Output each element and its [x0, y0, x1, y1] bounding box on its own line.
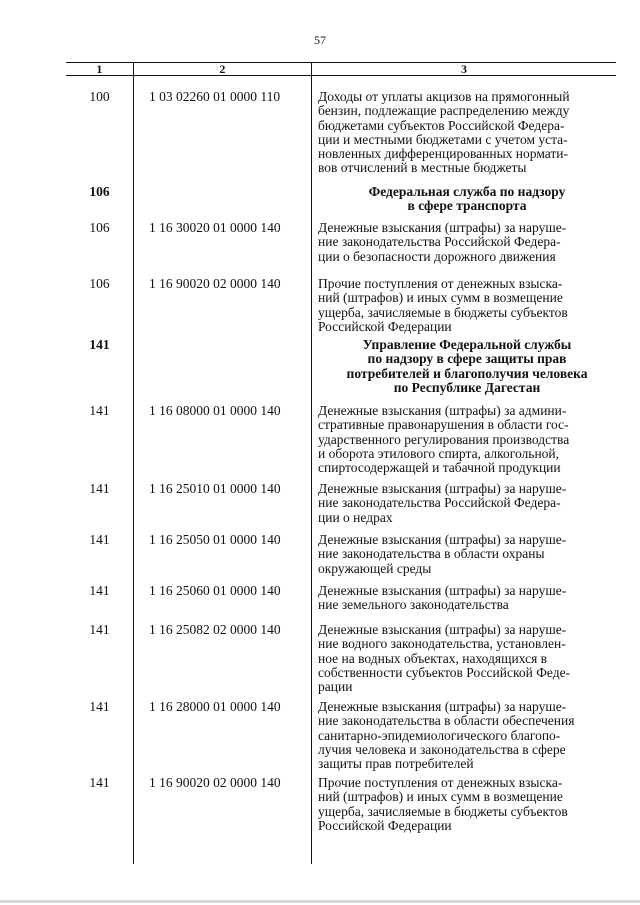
table-row	[66, 402, 616, 475]
description-line: Федеральная служба по надзору	[368, 184, 566, 199]
cell-description	[311, 275, 616, 334]
description-line: Прочие поступления от денежных взыска-	[318, 775, 563, 790]
cell-description	[311, 402, 616, 475]
description-line: рации	[318, 679, 353, 695]
cell-description	[311, 774, 616, 833]
cell-description	[311, 336, 616, 395]
description-line: спиртосодержащей и табачной продукции	[318, 460, 561, 476]
cell-description	[311, 621, 616, 694]
table-row	[66, 582, 616, 613]
description-line: защиты прав потребителей	[318, 756, 474, 772]
table-header-row	[66, 62, 616, 76]
page-number: 57	[314, 33, 326, 47]
description-line: ции и местными бюджетами с учетом уста-	[318, 131, 568, 147]
cell-admin-code: 141	[89, 481, 110, 496]
description-line: Управление Федеральной службы	[362, 337, 572, 352]
description-line: Денежные взыскания (штрафы) за наруше-	[318, 481, 567, 496]
description-line: и оборота этилового спирта, алкогольной,	[318, 445, 560, 461]
description-line: Прочие поступления от денежных взыска-	[318, 276, 563, 291]
table-section-heading-row	[66, 336, 616, 395]
table-row	[66, 275, 616, 334]
cell-description	[311, 88, 616, 176]
cell-description	[311, 698, 616, 771]
table-row	[66, 774, 616, 833]
cell-admin-code: 141	[89, 583, 110, 598]
cell-admin-code: 141	[89, 403, 110, 418]
description-line: Денежные взыскания (штрафы) за наруше-	[318, 532, 567, 547]
description-line: Денежные взыскания (штрафы) за наруше-	[318, 583, 567, 598]
cell-description	[311, 480, 616, 525]
description-line: лучия человека и законодательства в сфере	[318, 741, 566, 757]
description-line: стративные правонарушения в области гос-	[318, 417, 569, 433]
description-line: окружающей среды	[318, 560, 432, 576]
cell-description	[311, 531, 616, 576]
header-col-2: 2	[134, 63, 312, 75]
description-line: ние водного законодательства, установлен-	[318, 636, 566, 652]
cell-admin-code: 141	[89, 532, 110, 547]
description-line: потребителей и благополучия человека	[346, 365, 588, 381]
cell-admin-code: 141	[89, 699, 110, 714]
cell-kbk-code: 1 16 28000 01 0000 140	[149, 699, 281, 714]
cell-description	[311, 219, 616, 264]
header-col-3: 3	[461, 62, 468, 76]
header-col-1: 1	[66, 63, 134, 75]
cell-kbk-code: 1 16 08000 01 0000 140	[149, 403, 281, 418]
description-line: Денежные взыскания (штрафы) за наруше-	[318, 699, 567, 714]
description-line: новленных дифференцированных нормати-	[318, 146, 569, 162]
cell-description	[311, 183, 616, 214]
description-line: ное на водных объектах, находящихся в	[318, 650, 548, 666]
description-line: ущерба, зачисляемые в бюджеты субъектов	[318, 803, 568, 819]
description-line: ние законодательства Российской Федера-	[318, 495, 561, 511]
table-row	[66, 698, 616, 771]
table-body	[66, 76, 616, 864]
description-line: ние законодательства в области обеспечения	[318, 713, 575, 729]
table-row	[66, 621, 616, 694]
cell-admin-code: 106	[89, 276, 110, 291]
description-line: Денежные взыскания (штрафы) за админи-	[318, 403, 567, 418]
page-bottom-edge	[0, 900, 640, 903]
cell-admin-code: 141	[89, 622, 110, 637]
description-line: ние законодательства Российской Федера-	[318, 234, 561, 250]
description-line: санитарно-эпидемиологического благопо-	[318, 727, 561, 743]
cell-kbk-code: 1 16 90020 02 0000 140	[149, 775, 281, 790]
description-line: ции о безопасности дорожного движения	[318, 248, 556, 264]
cell-kbk-code: 1 16 90020 02 0000 140	[149, 276, 281, 291]
description-line: Денежные взыскания (штрафы) за наруше-	[318, 220, 567, 235]
description-line: Доходы от уплаты акцизов на прямогонный	[318, 89, 570, 104]
table-row	[66, 480, 616, 525]
cell-kbk-code: 1 16 30020 01 0000 140	[149, 220, 281, 235]
description-line: ний (штрафов) и иных сумм в возмещение	[318, 789, 563, 805]
table-row	[66, 88, 616, 176]
cell-kbk-code: 1 16 25082 02 0000 140	[149, 622, 281, 637]
revenue-table	[66, 62, 616, 864]
cell-admin-code: 141	[89, 337, 110, 352]
description-line: ции о недрах	[318, 509, 393, 525]
cell-admin-code: 141	[89, 775, 110, 790]
cell-description	[311, 582, 616, 613]
cell-kbk-code: 1 16 25060 01 0000 140	[149, 583, 281, 598]
cell-admin-code: 106	[89, 220, 110, 235]
description-line: Денежные взыскания (штрафы) за наруше-	[318, 622, 567, 637]
description-line: бюджетами субъектов Российской Федера-	[318, 117, 565, 133]
cell-kbk-code: 1 16 25050 01 0000 140	[149, 532, 281, 547]
description-line: в сфере транспорта	[407, 198, 527, 214]
cell-admin-code: 106	[89, 184, 110, 199]
cell-kbk-code	[133, 336, 311, 395]
description-line: ущерба, зачисляемые в бюджеты субъектов	[318, 304, 568, 320]
description-line: собственности субъектов Российской Феде-	[318, 664, 571, 680]
description-line: Российской Федерации	[318, 318, 452, 334]
description-line: по надзору в сфере защиты прав	[367, 351, 567, 367]
description-line: ний (штрафов) и иных сумм в возмещение	[318, 290, 563, 306]
cell-kbk-code	[133, 183, 311, 214]
description-line: ние законодательства в области охраны	[318, 546, 545, 562]
table-row	[66, 219, 616, 264]
cell-kbk-code: 1 16 25010 01 0000 140	[149, 481, 281, 496]
description-line: бензин, подлежащие распределению между	[318, 103, 570, 119]
table-section-heading-row	[66, 183, 616, 214]
description-line: ние земельного законодательства	[318, 597, 509, 613]
cell-kbk-code: 1 03 02260 01 0000 110	[149, 89, 281, 104]
description-line: по Республике Дагестан	[393, 379, 541, 395]
description-line: Российской Федерации	[318, 817, 452, 833]
cell-admin-code: 100	[89, 89, 110, 104]
description-line: вов отчислений в местные бюджеты	[318, 160, 527, 176]
table-row	[66, 531, 616, 576]
description-line: ударственного регулирования производства	[318, 431, 570, 447]
